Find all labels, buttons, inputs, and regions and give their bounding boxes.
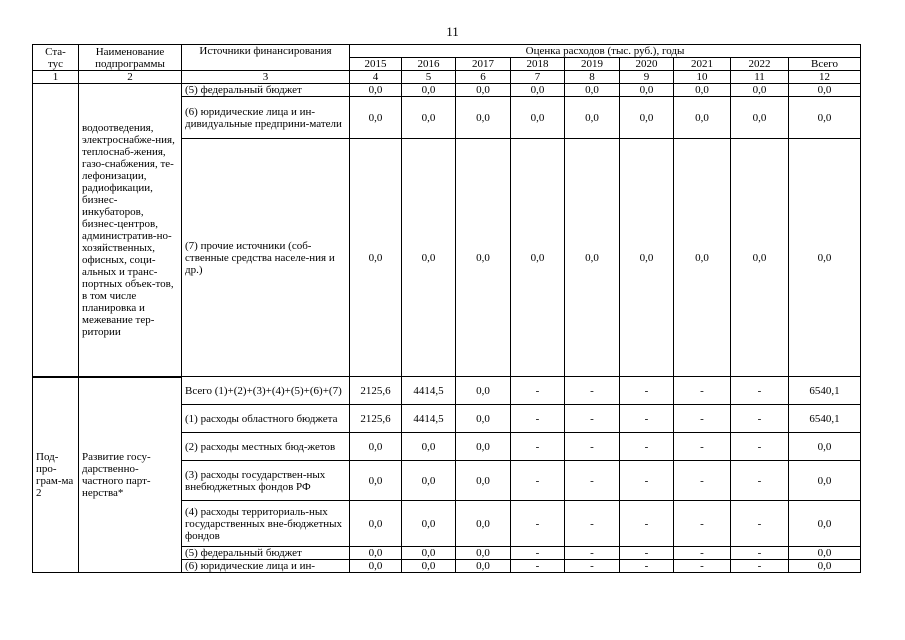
cell-value: - <box>674 461 731 501</box>
cell-value: 0,0 <box>402 97 456 139</box>
cell-value: - <box>565 461 620 501</box>
cell-value: 0,0 <box>674 139 731 377</box>
cell-value: 0,0 <box>456 560 511 573</box>
cell-value: 0,0 <box>511 139 565 377</box>
column-index: 7 <box>511 71 565 84</box>
row-status: Под-про-грам-ма 2 <box>33 377 79 573</box>
cell-value: - <box>674 433 731 461</box>
cell-value: 0,0 <box>402 501 456 547</box>
column-index: 8 <box>565 71 620 84</box>
cell-value: 0,0 <box>350 560 402 573</box>
cell-value: 0,0 <box>350 501 402 547</box>
header-year: 2015 <box>350 58 402 71</box>
column-index: 3 <box>182 71 350 84</box>
header-total: Всего <box>789 58 861 71</box>
cell-value: 0,0 <box>620 84 674 97</box>
row-subprogram-name: водоотведения, электроснабже-ния, теплоснаб-жения, газо-снабжения, те-лефонизации, радиофикации, бизнес-инкубаторов, бизнес-центров, административ-но-хозяйственных, офисных, соци-альных и транс-портных объек-тов, в том числе планировка и межевание тер-ритории <box>79 84 182 377</box>
header-subprogram-name: Наименование подпрограммы <box>79 45 182 71</box>
column-index: 1 <box>33 71 79 84</box>
cell-value: - <box>731 461 789 501</box>
cell-value: - <box>731 560 789 573</box>
cell-value: - <box>731 405 789 433</box>
row-source: (3) расходы государствен-ных внебюджетных фондов РФ <box>182 461 350 501</box>
header-year: 2020 <box>620 58 674 71</box>
cell-value: - <box>731 547 789 560</box>
column-index: 4 <box>350 71 402 84</box>
cell-value: 0,0 <box>402 139 456 377</box>
cell-value: 0,0 <box>402 84 456 97</box>
cell-value: 0,0 <box>620 139 674 377</box>
cell-value: 0,0 <box>731 97 789 139</box>
cell-value: - <box>674 405 731 433</box>
cell-value: 0,0 <box>456 405 511 433</box>
cell-total: 6540,1 <box>789 377 861 405</box>
cell-value: - <box>620 560 674 573</box>
cell-total: 0,0 <box>789 84 861 97</box>
cell-value: - <box>565 377 620 405</box>
header-year: 2017 <box>456 58 511 71</box>
page-number: 11 <box>446 24 459 39</box>
cell-value: - <box>511 547 565 560</box>
column-index: 5 <box>402 71 456 84</box>
cell-total: 0,0 <box>789 547 861 560</box>
cell-value: - <box>565 501 620 547</box>
cell-value: 0,0 <box>565 139 620 377</box>
column-index: 10 <box>674 71 731 84</box>
cell-value: - <box>620 377 674 405</box>
cell-value: 0,0 <box>674 97 731 139</box>
cell-value: - <box>674 547 731 560</box>
row-subprogram-name: Развитие госу-дарственно-частного парт-нерства* <box>79 377 182 573</box>
cell-value: 0,0 <box>731 139 789 377</box>
row-source: (2) расходы местных бюд-жетов <box>182 433 350 461</box>
cell-value: - <box>565 405 620 433</box>
cell-total: 0,0 <box>789 501 861 547</box>
row-source: (7) прочие источники (соб-ственные средства населе-ния и др.) <box>182 139 350 377</box>
header-year: 2021 <box>674 58 731 71</box>
cell-value: 0,0 <box>511 97 565 139</box>
cell-value: - <box>565 560 620 573</box>
row-source: (1) расходы областного бюджета <box>182 405 350 433</box>
cell-value: 0,0 <box>402 461 456 501</box>
cell-value: 0,0 <box>731 84 789 97</box>
budget-table <box>32 44 861 573</box>
cell-value: 2125,6 <box>350 377 402 405</box>
cell-value: 0,0 <box>456 461 511 501</box>
cell-value: - <box>620 501 674 547</box>
cell-value: 0,0 <box>456 139 511 377</box>
cell-value: - <box>565 433 620 461</box>
header-year: 2018 <box>511 58 565 71</box>
cell-value: 0,0 <box>456 377 511 405</box>
cell-value: 0,0 <box>350 139 402 377</box>
cell-value: 2125,6 <box>350 405 402 433</box>
row-source: (5) федеральный бюджет <box>182 84 350 97</box>
column-index: 9 <box>620 71 674 84</box>
table-row <box>33 377 861 405</box>
cell-value: 0,0 <box>565 84 620 97</box>
cell-total: 0,0 <box>789 139 861 377</box>
cell-value: 0,0 <box>565 97 620 139</box>
cell-value: - <box>511 560 565 573</box>
cell-value: - <box>620 547 674 560</box>
column-index: 11 <box>731 71 789 84</box>
cell-total: 0,0 <box>789 97 861 139</box>
cell-value: - <box>620 433 674 461</box>
cell-value: 0,0 <box>456 84 511 97</box>
cell-total: 0,0 <box>789 433 861 461</box>
cell-value: 0,0 <box>402 547 456 560</box>
cell-value: 0,0 <box>511 84 565 97</box>
cell-total: 0,0 <box>789 461 861 501</box>
cell-value: - <box>565 547 620 560</box>
row-source: (6) юридические лица и ин-дивидуальные предприни-матели <box>182 97 350 139</box>
cell-value: 0,0 <box>620 97 674 139</box>
cell-value: 0,0 <box>456 547 511 560</box>
cell-value: 0,0 <box>350 547 402 560</box>
cell-value: - <box>674 377 731 405</box>
header-expense-estimate: Оценка расходов (тыс. руб.), годы <box>350 45 861 58</box>
cell-value: 0,0 <box>402 433 456 461</box>
cell-total: 0,0 <box>789 560 861 573</box>
header-index-row <box>33 71 861 84</box>
cell-value: - <box>511 501 565 547</box>
cell-value: 0,0 <box>350 461 402 501</box>
header-year: 2022 <box>731 58 789 71</box>
cell-value: 0,0 <box>674 84 731 97</box>
cell-value: 0,0 <box>402 560 456 573</box>
cell-value: 0,0 <box>350 433 402 461</box>
cell-value: - <box>620 405 674 433</box>
cell-value: 0,0 <box>456 501 511 547</box>
table-row <box>33 84 861 97</box>
cell-value: 4414,5 <box>402 405 456 433</box>
cell-value: 0,0 <box>350 97 402 139</box>
cell-value: - <box>620 461 674 501</box>
cell-value: 0,0 <box>350 84 402 97</box>
cell-value: 0,0 <box>456 97 511 139</box>
header-status: Ста- тус <box>33 45 79 71</box>
column-index: 2 <box>79 71 182 84</box>
row-source: (6) юридические лица и ин- <box>182 560 350 573</box>
row-status <box>33 84 79 377</box>
cell-total: 6540,1 <box>789 405 861 433</box>
header-year: 2016 <box>402 58 456 71</box>
cell-value: - <box>674 560 731 573</box>
column-index: 12 <box>789 71 861 84</box>
cell-value: - <box>731 377 789 405</box>
cell-value: 0,0 <box>456 433 511 461</box>
header-funding-sources: Источники финансирования <box>182 45 350 71</box>
cell-value: - <box>731 433 789 461</box>
row-source: (5) федеральный бюджет <box>182 547 350 560</box>
cell-value: - <box>674 501 731 547</box>
header-year: 2019 <box>565 58 620 71</box>
cell-value: - <box>511 377 565 405</box>
cell-value: - <box>731 501 789 547</box>
cell-value: - <box>511 461 565 501</box>
cell-value: - <box>511 405 565 433</box>
cell-value: - <box>511 433 565 461</box>
row-source: Всего (1)+(2)+(3)+(4)+(5)+(6)+(7) <box>182 377 350 405</box>
row-source: (4) расходы территориаль-ных государственных вне-бюджетных фондов <box>182 501 350 547</box>
column-index: 6 <box>456 71 511 84</box>
cell-value: 4414,5 <box>402 377 456 405</box>
